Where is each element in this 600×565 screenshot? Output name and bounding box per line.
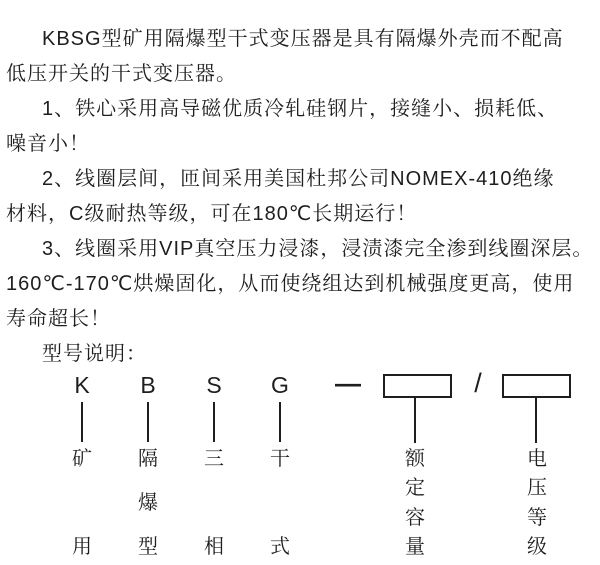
dash-separator: — xyxy=(335,368,361,398)
connector-line-g xyxy=(279,402,281,442)
intro-line-1: KBSG型矿用隔爆型干式变压器是具有隔爆外壳而不配高 xyxy=(42,28,564,50)
feature-3-line-3: 寿命超长！ xyxy=(6,308,111,330)
feature-1-line-2: 噪音小！ xyxy=(6,133,90,155)
intro-line-2: 低压开关的干式变压器。 xyxy=(6,63,237,85)
voltage-class-box xyxy=(502,374,571,398)
feature-2-line-2: 材料，C级耐热等级，可在180℃长期运行！ xyxy=(6,203,418,225)
model-letter-b: B xyxy=(140,372,156,398)
label-voltage-class: 电 压 等 级 xyxy=(527,448,547,558)
connector-line-s xyxy=(213,402,215,442)
model-letter-g: G xyxy=(271,372,289,398)
connector-line-voltage xyxy=(535,398,537,443)
connector-line-k xyxy=(81,402,83,442)
model-designation-heading: 型号说明： xyxy=(42,343,147,365)
feature-2-line-1: 2、线圈层间，匝间采用美国杜邦公司NOMEX-410绝缘 xyxy=(42,168,555,190)
feature-3-line-1: 3、线圈采用VIP真空压力浸漆，浸渍漆完全渗到线圈深层。 xyxy=(42,238,594,260)
label-flameproof-type: 隔 爆 型 xyxy=(138,448,158,558)
slash-separator: / xyxy=(474,368,482,398)
feature-1-line-1: 1、铁心采用高导磁优质冷轧硅钢片，接缝小、损耗低、 xyxy=(42,98,559,120)
rated-capacity-box xyxy=(383,374,452,398)
label-mine-use: 矿 用 xyxy=(72,448,92,558)
feature-3-line-2: 160℃-170℃烘燥固化，从而使绕组达到机械强度更高，使用 xyxy=(6,273,575,295)
connector-line-capacity xyxy=(414,398,416,443)
label-three-phase: 三 相 xyxy=(204,448,224,558)
model-letter-s: S xyxy=(206,372,222,398)
label-rated-capacity: 额 定 容 量 xyxy=(405,448,425,558)
connector-line-b xyxy=(147,402,149,442)
body-text xyxy=(6,22,600,372)
label-dry-type: 干 式 xyxy=(270,448,290,558)
model-letter-k: K xyxy=(74,372,90,398)
